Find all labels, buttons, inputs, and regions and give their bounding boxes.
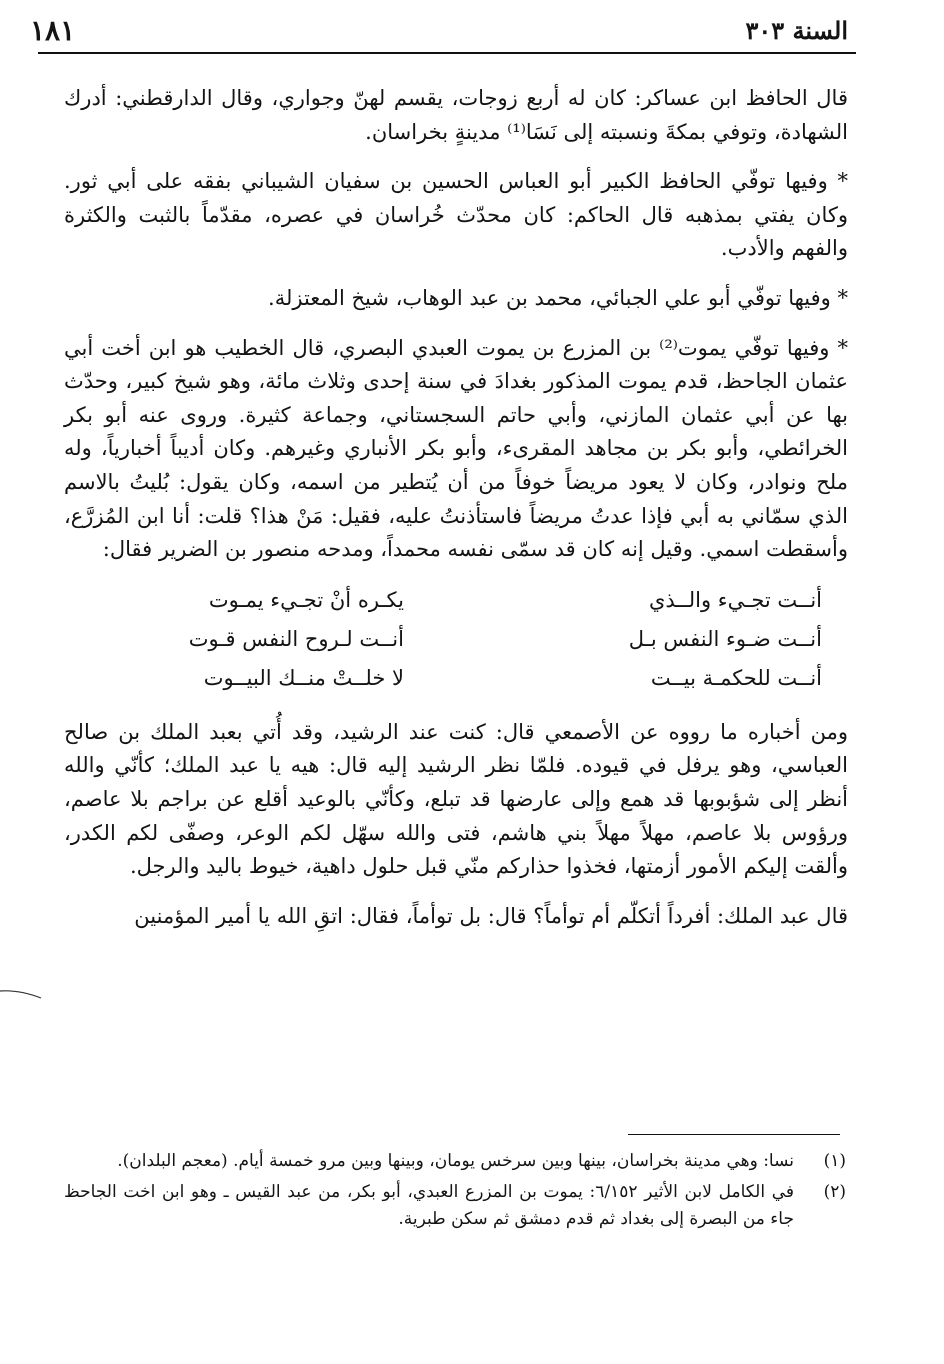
paragraph: قال عبد الملك: أفرداً أتكلّم أم توأماً؟ قال: بل توأماً، فقال: اتقِ الله يا أمير المؤمنين (134, 903, 848, 928)
running-head: السنة ٣٠٣ (745, 16, 848, 45)
poem-verse (64, 620, 848, 659)
page-number: ١٨١ (30, 14, 76, 47)
poem-verse (64, 659, 848, 698)
second-hemistich: أنــت لـروح النفس قـوت (188, 626, 404, 651)
footnote-text: نسا: وهي مدينة بخراسان، بينها وبين سرخس يومان، وبينها وبين مرو خمسة أيام. (معجم البلدان). (117, 1151, 794, 1171)
paragraph: * وفيها توفّي يموت⁽²⁾ بن المزرع بن يموت العبدي البصري، قال الخطيب هو ابن أخت أبي عثمان الجاحظ، قدم يموت المذكور بغدادَ في سنة إحدى وثلاث مائة، وهو شيخ كبير، وحدّث بها عن أبي عثمان المازني، وأبي حاتم السجستاني، وجماعة كثيرة. وروى عنه أبو بكر الخرائطي، وأبو بكر بن مجاهد المقرىء، وأبو بكر الأنباري وغيرهم. وكان أديباً أخبارياً، وله ملح ونوادر، وكان لا يعود مريضاً خوفاً من أن يُتطير من اسمه، وكان يقول: بُليتُ بالاسم الذي سمّاني به أبي فإذا عدتُ مريضاً فاستأذنتُ عليه، فقيل: مَنْ هذا؟ قلت: أنا ابن المُزرَّع، وأسقطت اسمي. وقيل إنه كان قد سمّى نفسه محمداً، ومدحه منصور بن الضرير فقال: (64, 335, 849, 562)
second-hemistich: يكـره أنْ تجـيء يمـوت (208, 587, 404, 612)
footnote-number: (١) (823, 1151, 846, 1171)
footnote-text: في الكامل لابن الأثير ٦/١٥٢: يموت بن المزرع العبدي، أبو بكر، من عبد القيس ـ وهو ابن اخت الجاحظ جاء من البصرة إلى بغداد ثم قدم دمشق ثم سكن طبرية. (64, 1182, 795, 1229)
poem (64, 581, 848, 698)
first-hemistich: أنــت للحكمـة بيــت (650, 665, 822, 690)
header-rule (38, 52, 856, 54)
paragraph: * وفيها توفّي الحافظ الكبير أبو العباس الحسين بن سفيان الشيباني بفقه على أبي ثور. وكان يفتي بمذهبه قال الحاكم: كان محدّث خُراسان في عصره، مقدّماً بالثبت والكثرة والفهم والأدب. (64, 169, 848, 261)
second-hemistich: لا خلــتْ منــك البيــوت (203, 665, 404, 690)
page-header (30, 14, 848, 50)
footnote (64, 1179, 846, 1233)
first-hemistich: أنــت ضـوء النفس بـل (628, 626, 822, 651)
footnote-separator (628, 1134, 840, 1135)
footnote-number: (٢) (823, 1182, 846, 1202)
paragraph: قال الحافظ ابن عساكر: كان له أربع زوجات، يقسم لهنّ وجواري، وقال الدارقطني: أدرك الشهادة، وتوفي بمكةَ ونسبته إلى نَسَا⁽¹⁾ مدينةٍ بخراسان. (64, 86, 848, 144)
main-text (64, 82, 848, 933)
footnotes (64, 1148, 846, 1233)
scan-mark (0, 988, 42, 1000)
poem-verse (64, 581, 848, 620)
first-hemistich: أنــت تجـيء والــذي (648, 587, 822, 612)
paragraph: * وفيها توفّي أبو علي الجبائي، محمد بن عبد الوهاب، شيخ المعتزلة. (268, 285, 848, 310)
footnote (64, 1148, 846, 1175)
paragraph: ومن أخباره ما رووه عن الأصمعي قال: كنت عند الرشيد، وقد أُتي بعبد الملك بن صالح العباسي، وهو يرفل في قيوده. فلمّا نظر الرشيد إليه قال: هيه يا عبد الملك؛ كأنّي والله أنظر إلى شؤبوبها قد همع وإلى عارضها قد تبلع، وكأنّي بالوعيد أقلع عن براجم بلا عاصم، ورؤوس بلا عاصم، مهلاً مهلاً بني هاشم، فتى والله سهّل لكم الوعر، وصفّى لكم الكدر، وألقت إليكم الأمور أزمتها، فخذوا حذاركم منّي قبل حلول داهية، خيوط باليد والرجل. (64, 719, 848, 879)
